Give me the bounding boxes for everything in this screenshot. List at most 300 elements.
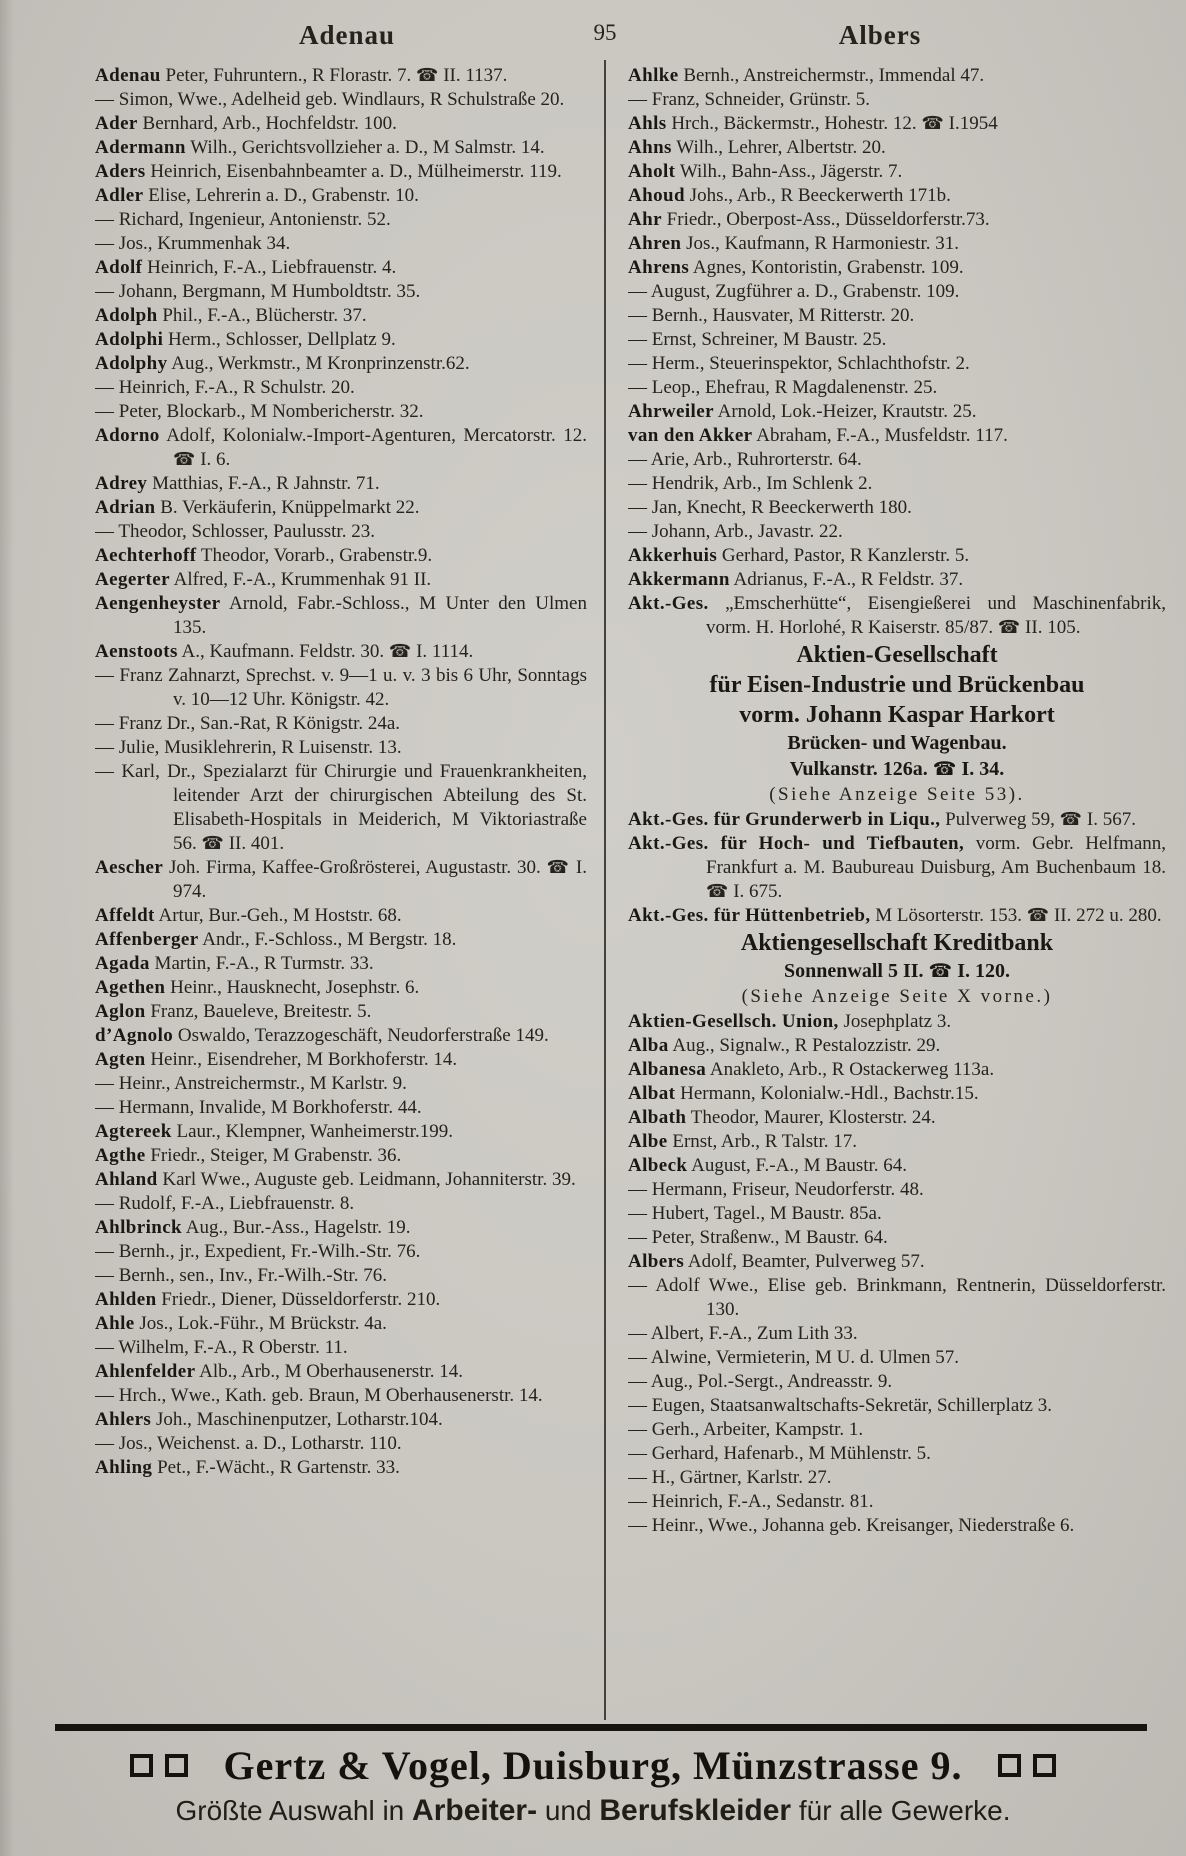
entry-surname: Adolf <box>95 257 143 278</box>
directory-entry <box>95 112 587 136</box>
directory-entry <box>95 1432 587 1456</box>
entry-text: Andr., F.-Schloss., M Bergstr. 18. <box>198 929 457 950</box>
entry-text: — Franz, Schneider, Grünstr. 5. <box>628 89 870 110</box>
ad-emphasis-text: Berufskleider <box>599 1794 792 1827</box>
directory-entry <box>95 712 587 736</box>
entry-surname: Agten <box>95 1049 146 1070</box>
entry-surname: Affenberger <box>95 929 199 950</box>
entry-text: Hermann, Kolonialw.-Hdl., Bachstr.15. <box>675 1083 979 1104</box>
phone-icon: ☎ <box>546 857 571 878</box>
directory-entry <box>95 1096 587 1120</box>
directory-entry <box>628 568 1166 592</box>
entry-surname: Akt.-Ges. für Hoch- und Tiefbauten, <box>628 833 965 854</box>
entry-surname: Ahlenfelder <box>95 1361 196 1382</box>
entry-text: (Siehe Anzeige Seite X vorne.) <box>741 986 1053 1007</box>
entry-surname: Akt.-Ges. für Grunderwerb in Liqu., <box>628 809 941 830</box>
directory-entry <box>628 520 1166 544</box>
entry-text: Phil., F.-A., Blücherstr. 37. <box>157 305 367 326</box>
entry-text: II. 105. <box>1020 617 1081 638</box>
entry-text: — Simon, Wwe., Adelheid geb. Windlaurs, R Schulstraße 20. <box>95 89 565 110</box>
directory-entry <box>95 1168 587 1192</box>
directory-entry <box>95 1000 587 1024</box>
entry-surname: Adolphi <box>95 329 164 350</box>
entry-text: Brücken- und Wagenbau. <box>787 732 1007 754</box>
entry-text: — Hermann, Invalide, M Borkhoferstr. 44. <box>95 1097 422 1118</box>
entry-text: — Gerh., Arbeiter, Kampstr. 1. <box>628 1419 864 1440</box>
entry-surname: Alba <box>628 1035 669 1056</box>
entry-text: I. 675. <box>728 881 783 902</box>
entry-text: „Emscherhütte“, Eisengießerei und Maschinenfabrik, vorm. H. Horlohé, R Kaiserstr. 85/87. <box>706 593 1166 638</box>
directory-entry <box>95 904 587 928</box>
entry-text: — Johann, Arb., Javastr. 22. <box>628 521 843 542</box>
phone-icon: ☎ <box>706 881 729 902</box>
entry-text: — Johann, Bergmann, M Humboldtstr. 35. <box>95 281 421 302</box>
directory-entry <box>628 1082 1166 1106</box>
phone-icon: ☎ <box>921 113 944 134</box>
entry-text: Aug., Werkmstr., M Kronprinzenstr.62. <box>167 353 470 374</box>
entry-surname: Ahling <box>95 1457 153 1478</box>
entry-text: Wilh., Bahn-Ass., Jägerstr. 7. <box>675 161 903 182</box>
entry-surname: Aktien-Gesellsch. Union, <box>628 1011 839 1032</box>
directory-entry <box>95 496 587 520</box>
directory-entry <box>628 112 1166 136</box>
entry-surname: Adermann <box>95 137 186 158</box>
entry-text: Pulverweg 59, <box>940 809 1060 830</box>
entry-text: Joh. Firma, Kaffee-Großrösterei, Augustastr. 30. <box>163 857 547 878</box>
entry-text: Artur, Bur.-Geh., M Hoststr. 68. <box>154 905 402 926</box>
entry-text: Gerhard, Pastor, R Kanzlerstr. 5. <box>717 545 970 566</box>
phone-icon: ☎ <box>415 65 439 86</box>
directory-entry <box>628 1130 1166 1154</box>
directory-entry <box>95 664 587 712</box>
entry-text: I. 120. <box>952 960 1010 982</box>
directory-entry-centered <box>628 928 1166 958</box>
entry-surname: Albat <box>628 1083 676 1104</box>
square-ornament-icon <box>998 1754 1021 1777</box>
entry-text: — Franz Zahnarzt, Sprechst. v. 9—1 u. v. 3 bis 6 Uhr, Sonntags v. 10—12 Uhr. Königstr. 42. <box>95 665 587 710</box>
entry-text: für Eisen-Industrie und Brückenbau <box>709 672 1085 698</box>
entry-text: Aug., Bur.-Ass., Hagelstr. 19. <box>182 1217 411 1238</box>
directory-entry <box>95 568 587 592</box>
entry-surname: Agada <box>95 953 150 974</box>
entry-text: — Aug., Pol.-Sergt., Andreasstr. 9. <box>628 1371 893 1392</box>
entry-text: Pet., F.-Wächt., R Gartenstr. 33. <box>152 1457 400 1478</box>
directory-entry <box>628 472 1166 496</box>
entry-text: Herm., Schlosser, Dellplatz 9. <box>163 329 396 350</box>
entry-surname: Affeldt <box>95 905 155 926</box>
entry-surname: Adorno <box>95 425 160 446</box>
directory-entry <box>628 1442 1166 1466</box>
directory-entry <box>95 1384 587 1408</box>
entry-text: Oswaldo, Terazzogeschäft, Neudorferstraße 149. <box>173 1025 549 1046</box>
ad-business-name: Gertz & Vogel, Duisburg, Münzstrasse 9. <box>223 1743 963 1788</box>
entry-text: — H., Gärtner, Karlstr. 27. <box>628 1467 832 1488</box>
entry-surname: Ahr <box>628 209 662 230</box>
directory-entry <box>95 1456 587 1480</box>
directory-entry <box>95 472 587 496</box>
entry-text: Jos., Kaufmann, R Harmoniestr. 31. <box>681 233 959 254</box>
phone-icon: ☎ <box>997 617 1021 638</box>
directory-entry-centered <box>628 984 1166 1010</box>
entry-surname: Ahland <box>95 1169 158 1190</box>
directory-entry <box>95 1336 587 1360</box>
directory-entry <box>95 352 587 376</box>
directory-entry <box>628 1106 1166 1130</box>
entry-text: Friedr., Oberpost-Ass., Düsseldorferstr.73. <box>661 209 990 230</box>
entry-text: Vulkanstr. 126a. <box>789 758 933 780</box>
entry-text: — Bernh., Hausvater, M Ritterstr. 20. <box>628 305 915 326</box>
entry-text: Franz, Baueleve, Breitestr. 5. <box>145 1001 372 1022</box>
entry-text: — Gerhard, Hafenarb., M Mühlenstr. 5. <box>628 1443 931 1464</box>
entry-surname: Aenstoots <box>95 641 178 662</box>
entry-text: — Franz Dr., San.-Rat, R Königstr. 24a. <box>95 713 401 734</box>
entry-text: Friedr., Diener, Düsseldorferstr. 210. <box>156 1289 441 1310</box>
entry-surname: Albeck <box>628 1155 688 1176</box>
directory-entry <box>95 304 587 328</box>
entry-text: Karl Wwe., Auguste geb. Leidmann, Johanniterstr. 39. <box>157 1169 576 1190</box>
entry-surname: Ader <box>95 113 138 134</box>
entry-text: II. 272 u. 280. <box>1049 905 1162 926</box>
entry-text: Aktiengesellschaft Kreditbank <box>740 930 1054 956</box>
ad-text: für alle Gewerke. <box>791 1795 1011 1826</box>
entry-text: vorm. Gebr. Helfmann, Frankfurt a. M. Baubureau Duisburg, Am Buchenbaum 18. <box>706 833 1166 878</box>
entry-text: Wilh., Lehrer, Albertstr. 20. <box>671 137 886 158</box>
directory-entry <box>628 1274 1166 1322</box>
entry-text: II. 401. <box>223 833 285 854</box>
directory-entry <box>628 1322 1166 1346</box>
entry-text: Anakleto, Arb., R Ostackerweg 113a. <box>706 1059 995 1080</box>
entry-text: August, F.-A., M Baustr. 64. <box>687 1155 908 1176</box>
directory-entry <box>95 1072 587 1096</box>
ad-separator-rule <box>55 1724 1147 1731</box>
entry-text: Joh., Maschinenputzer, Lotharstr.104. <box>151 1409 443 1430</box>
directory-entry <box>628 208 1166 232</box>
directory-entry <box>95 424 587 472</box>
directory-entry-centered <box>628 756 1166 782</box>
directory-entry <box>628 1466 1166 1490</box>
directory-entry <box>628 496 1166 520</box>
directory-entry <box>95 256 587 280</box>
right-column <box>628 64 1166 1720</box>
entry-text: Aug., Signalw., R Pestalozzistr. 29. <box>668 1035 941 1056</box>
column-divider-rule <box>604 60 606 1720</box>
entry-text: I. 567. <box>1082 809 1136 830</box>
entry-text: Adolf, Kolonialw.-Import-Agenturen, Mercatorstr. 12. <box>159 425 587 446</box>
entry-text: — Alwine, Vermieterin, M U. d. Ulmen 57. <box>628 1347 960 1368</box>
square-ornament-icon <box>165 1754 188 1777</box>
entry-surname: Ahoud <box>628 185 685 206</box>
entry-text: — Leop., Ehefrau, R Magdalenenstr. 25. <box>628 377 938 398</box>
directory-entry <box>95 1408 587 1432</box>
directory-entry-centered <box>628 958 1166 984</box>
entry-text: Adrianus, F.-A., R Feldstr. 37. <box>729 569 964 590</box>
entry-text: I.1954 <box>943 113 998 134</box>
entry-text: Heinr., Eisendreher, M Borkhoferstr. 14. <box>145 1049 458 1070</box>
entry-text: — Rudolf, F.-A., Liebfrauenstr. 8. <box>95 1193 355 1214</box>
entry-surname: Adrian <box>95 497 156 518</box>
phone-icon: ☎ <box>1026 905 1050 926</box>
entry-text: Matthias, F.-A., R Jahnstr. 71. <box>147 473 380 494</box>
entry-surname: Ahrens <box>628 257 690 278</box>
directory-entry <box>95 232 587 256</box>
entry-surname: Aders <box>95 161 146 182</box>
directory-entry <box>628 184 1166 208</box>
phone-icon: ☎ <box>932 758 957 780</box>
advertisement-line-2 <box>0 1794 1186 1828</box>
directory-entry <box>628 448 1166 472</box>
header-keyword-left: Adenau <box>298 20 396 50</box>
entry-text: II. 1137. <box>438 65 508 86</box>
entry-surname: Aescher <box>95 857 164 878</box>
entry-text: (Siehe Anzeige Seite 53). <box>769 784 1025 805</box>
square-ornament-icon <box>130 1754 153 1777</box>
directory-entry <box>95 88 587 112</box>
phone-icon: ☎ <box>201 833 224 854</box>
entry-text: Josephplatz 3. <box>838 1011 952 1032</box>
entry-text: I. 6. <box>195 449 231 470</box>
entry-text: Laur., Klempner, Wanheimerstr.199. <box>171 1121 453 1142</box>
entry-text: Ernst, Arb., R Talstr. 17. <box>667 1131 857 1152</box>
entry-text: Sonnenwall 5 II. <box>784 960 929 982</box>
directory-entry <box>628 1154 1166 1178</box>
entry-text: I. 974. <box>173 857 587 902</box>
entry-surname: Albers <box>628 1251 685 1272</box>
entry-text: — Hubert, Tagel., M Baustr. 85a. <box>628 1203 882 1224</box>
entry-surname: Akkerhuis <box>628 545 718 566</box>
directory-entry <box>95 1360 587 1384</box>
directory-entry <box>628 136 1166 160</box>
entry-text: — Jan, Knecht, R Beeckerwerth 180. <box>628 497 912 518</box>
entry-text: — Heinrich, F.-A., Sedanstr. 81. <box>628 1491 874 1512</box>
directory-entry <box>95 280 587 304</box>
entry-text: I. 1114. <box>411 641 474 662</box>
directory-entry <box>628 592 1166 640</box>
directory-entry-centered <box>628 730 1166 756</box>
entry-text: Martin, F.-A., R Turmstr. 33. <box>149 953 374 974</box>
entry-text: — Peter, Blockarb., M Nombericherstr. 32. <box>95 401 424 422</box>
entry-text: — Ernst, Schreiner, M Baustr. 25. <box>628 329 887 350</box>
entry-text: — Jos., Krummenhak 34. <box>95 233 291 254</box>
directory-entry <box>95 1288 587 1312</box>
directory-entry <box>95 1264 587 1288</box>
directory-entry <box>95 1024 587 1048</box>
entry-text: Agnes, Kontoristin, Grabenstr. 109. <box>689 257 964 278</box>
entry-surname: Adenau <box>95 65 161 86</box>
directory-entry <box>95 1048 587 1072</box>
entry-surname: Adolph <box>95 305 158 326</box>
entry-text: Heinrich, F.-A., Liebfrauenstr. 4. <box>142 257 397 278</box>
entry-text: — Richard, Ingenieur, Antonienstr. 52. <box>95 209 391 230</box>
entry-surname: Ahlden <box>95 1289 157 1310</box>
directory-entry <box>95 136 587 160</box>
entry-text: Heinr., Hausknecht, Josephstr. 6. <box>165 977 420 998</box>
directory-entry <box>95 1240 587 1264</box>
directory-entry <box>628 1178 1166 1202</box>
entry-surname: Akkermann <box>628 569 730 590</box>
directory-entry <box>628 400 1166 424</box>
directory-entry <box>628 832 1166 904</box>
directory-entry <box>628 424 1166 448</box>
entry-surname: Aechterhoff <box>95 545 197 566</box>
directory-entry <box>95 376 587 400</box>
directory-entry <box>95 760 587 856</box>
directory-entry <box>95 160 587 184</box>
directory-entry <box>628 64 1166 88</box>
directory-entry <box>628 1202 1166 1226</box>
directory-entry <box>95 856 587 904</box>
entry-text: Elise, Lehrerin a. D., Grabenstr. 10. <box>143 185 419 206</box>
entry-surname: Aengenheyster <box>95 593 221 614</box>
entry-text: — Hermann, Friseur, Neudorferstr. 48. <box>628 1179 924 1200</box>
entry-text: — Herm., Steuerinspektor, Schlachthofstr. 2. <box>628 353 970 374</box>
entry-text: — August, Zugführer a. D., Grabenstr. 109. <box>628 281 960 302</box>
ad-text: Größte Auswahl in <box>175 1795 413 1826</box>
directory-entry <box>628 1394 1166 1418</box>
directory-entry <box>628 256 1166 280</box>
directory-entry <box>95 952 587 976</box>
entry-text: — Theodor, Schlosser, Paulusstr. 23. <box>95 521 375 542</box>
square-ornament-icon <box>1033 1754 1056 1777</box>
directory-entry <box>628 88 1166 112</box>
entry-text: Adolf, Beamter, Pulverweg 57. <box>684 1251 925 1272</box>
entry-text: — Bernh., jr., Expedient, Fr.-Wilh.-Str. 76. <box>95 1241 421 1262</box>
entry-text: — Eugen, Staatsanwaltschafts-Sekretär, Schillerplatz 3. <box>628 1395 1052 1416</box>
entry-text: Peter, Fuhruntern., R Florastr. 7. <box>160 65 416 86</box>
left-column <box>95 64 587 1720</box>
entry-text: — Peter, Straßenw., M Baustr. 64. <box>628 1227 888 1248</box>
entry-surname: Albath <box>628 1107 687 1128</box>
entry-surname: Ahlbrinck <box>95 1217 183 1238</box>
directory-entry-centered <box>628 782 1166 808</box>
entry-surname: d’Agnolo <box>95 1025 174 1046</box>
entry-surname: Ahle <box>95 1313 135 1334</box>
entry-text: Arnold, Lok.-Heizer, Krautstr. 25. <box>713 401 977 422</box>
entry-surname: Adolphy <box>95 353 168 374</box>
advertisement-line-1 <box>0 1742 1186 1789</box>
entry-text: — Arie, Arb., Ruhrorterstr. 64. <box>628 449 862 470</box>
entry-text: A., Kaufmann. Feldstr. 30. <box>177 641 389 662</box>
directory-entry <box>95 1192 587 1216</box>
entry-surname: Ahns <box>628 137 672 158</box>
entry-text: Theodor, Vorarb., Grabenstr.9. <box>196 545 433 566</box>
entry-surname: Ahrweiler <box>628 401 714 422</box>
entry-surname: Albe <box>628 1131 668 1152</box>
entry-text: — Albert, F.-A., Zum Lith 33. <box>628 1323 858 1344</box>
entry-surname: Adler <box>95 185 144 206</box>
entry-text: I. 34. <box>956 758 1005 780</box>
directory-entry <box>95 544 587 568</box>
phone-icon: ☎ <box>173 449 196 470</box>
entry-text: Jos., Lok.-Führ., M Brückstr. 4a. <box>134 1313 387 1334</box>
directory-entry <box>95 976 587 1000</box>
entry-surname: Ahlke <box>628 65 679 86</box>
entry-surname: Aholt <box>628 161 676 182</box>
entry-surname: Aegerter <box>95 569 170 590</box>
ad-emphasis-text: Arbeiter- <box>412 1794 538 1827</box>
directory-entry <box>628 304 1166 328</box>
directory-entry <box>628 160 1166 184</box>
directory-entry <box>628 808 1166 832</box>
entry-text: — Karl, Dr., Spezialarzt für Chirurgie und Frauenkrankheiten, leitender Arzt der chirurgischen Abteilung des St. Elisabeth-Hospitals in Meiderich, M Viktoriastraße 56. <box>95 761 587 854</box>
entry-surname: Adrey <box>95 473 148 494</box>
phone-icon: ☎ <box>1059 809 1083 830</box>
entry-text: Wilh., Gerichtsvollzieher a. D., M Salmstr. 14. <box>185 137 545 158</box>
entry-surname: van den Akker <box>628 425 753 446</box>
entry-text: — Hrch., Wwe., Kath. geb. Braun, M Oberhausenerstr. 14. <box>95 1385 543 1406</box>
directory-entry <box>628 1490 1166 1514</box>
directory-entry <box>628 376 1166 400</box>
entry-text: Theodor, Maurer, Klosterstr. 24. <box>686 1107 936 1128</box>
directory-entry <box>95 1216 587 1240</box>
entry-surname: Aglon <box>95 1001 146 1022</box>
entry-surname: Albanesa <box>628 1059 707 1080</box>
ad-text: und <box>537 1795 600 1826</box>
directory-entry <box>95 928 587 952</box>
directory-entry <box>628 328 1166 352</box>
phone-icon: ☎ <box>388 641 412 662</box>
directory-entry <box>628 1226 1166 1250</box>
directory-entry <box>628 1250 1166 1274</box>
directory-entry-centered <box>628 700 1166 730</box>
directory-entry <box>628 1514 1166 1538</box>
entry-text: — Heinr., Anstreichermstr., M Karlstr. 9. <box>95 1073 407 1094</box>
entry-surname: Agtereek <box>95 1121 172 1142</box>
entry-text: Abraham, F.-A., Musfeldstr. 117. <box>752 425 1008 446</box>
entry-text: M Lösorterstr. 153. <box>870 905 1027 926</box>
entry-text: — Jos., Weichenst. a. D., Lotharstr. 110. <box>95 1433 402 1454</box>
directory-entry <box>628 1418 1166 1442</box>
directory-entry <box>95 1144 587 1168</box>
entry-text: — Wilhelm, F.-A., R Oberstr. 11. <box>95 1337 348 1358</box>
entry-text: Alfred, F.-A., Krummenhak 91 II. <box>169 569 432 590</box>
entry-text: Friedr., Steiger, M Grabenstr. 36. <box>145 1145 402 1166</box>
directory-entry <box>95 400 587 424</box>
entry-text: Hrch., Bäckermstr., Hohestr. 12. <box>666 113 922 134</box>
page-number: 95 <box>593 20 617 45</box>
entry-surname: Ahren <box>628 233 682 254</box>
entry-surname: Ahls <box>628 113 667 134</box>
directory-entry <box>628 1058 1166 1082</box>
entry-text: — Adolf Wwe., Elise geb. Brinkmann, Rentnerin, Düsseldorferstr. 130. <box>628 1275 1166 1320</box>
directory-entry <box>628 544 1166 568</box>
entry-text: Bernh., Anstreichermstr., Immendal 47. <box>678 65 985 86</box>
entry-surname: Agethen <box>95 977 166 998</box>
directory-entry-centered <box>628 670 1166 700</box>
header-keyword-right: Albers <box>838 20 922 50</box>
directory-entry <box>95 208 587 232</box>
entry-text: — Julie, Musiklehrerin, R Luisenstr. 13. <box>95 737 402 758</box>
entry-text: Arnold, Fabr.-Schloss., M Unter den Ulmen 135. <box>173 593 587 638</box>
entry-surname: Akt.-Ges. für Hüttenbetrieb, <box>628 905 871 926</box>
entry-text: Johs., Arb., R Beeckerwerth 171b. <box>684 185 951 206</box>
directory-entry <box>95 640 587 664</box>
directory-entry <box>95 184 587 208</box>
entry-text: — Heinrich, F.-A., R Schulstr. 20. <box>95 377 355 398</box>
directory-entry <box>628 352 1166 376</box>
directory-entry <box>628 904 1166 928</box>
directory-entry <box>628 1370 1166 1394</box>
directory-entry <box>95 736 587 760</box>
entry-text: vorm. Johann Kaspar Harkort <box>739 702 1055 728</box>
phone-icon: ☎ <box>928 960 953 982</box>
entry-text: — Heinr., Wwe., Johanna geb. Kreisanger, Niederstraße 6. <box>628 1515 1075 1536</box>
directory-entry <box>628 1010 1166 1034</box>
entry-surname: Ahlers <box>95 1409 152 1430</box>
directory-entry <box>95 1312 587 1336</box>
directory-entry <box>95 592 587 640</box>
directory-entry <box>628 1034 1166 1058</box>
entry-text: — Hendrik, Arb., Im Schlenk 2. <box>628 473 873 494</box>
